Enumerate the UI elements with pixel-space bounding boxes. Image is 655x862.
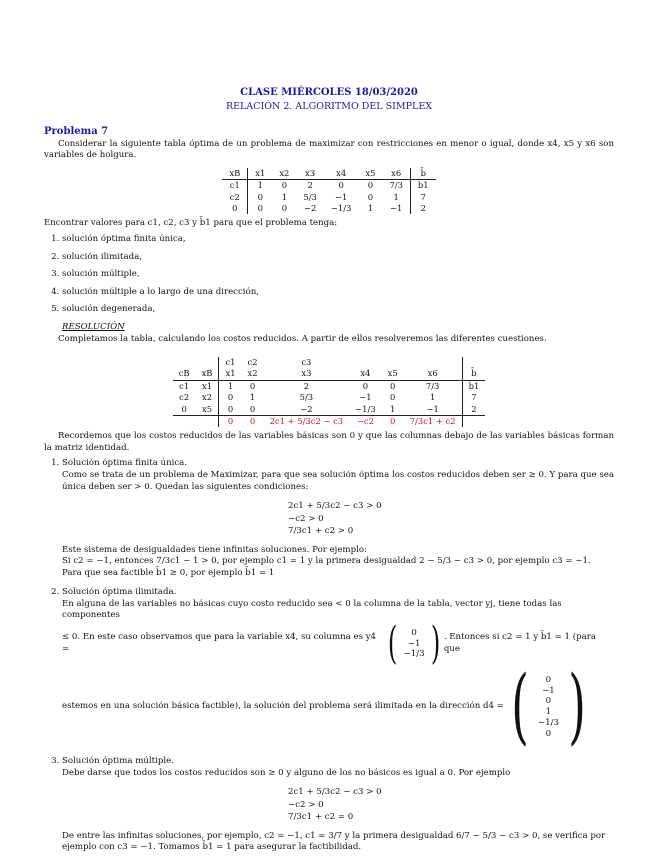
table-cell: 0 [257,191,263,202]
table-cell: 7/3 [404,380,462,392]
section-multiple [62,756,614,854]
table-cell: 1 [404,392,462,403]
problem-question: Encontrar valores para c1, c2, c3 y b̄1 para que el problema tenga: [44,218,338,229]
table-cell: 1 [249,392,256,403]
section-text: Debe darse que todos los costos reducidos son ≥ 0 y alguno de los no básicos es igual a 0. Por ejemplo [62,767,511,778]
section-text: En alguna de las variables no básicas cuyo costo reducido sea < 0 la columna de la tabla, vector yj, tiene todas las componentes [62,598,562,621]
table-cell: x2 [196,392,219,403]
section-text: . Entonces si c2 = 1 y b̄1 = 1 (para que [443,632,596,655]
section-title: 3. Solución óptima múltiple. [62,756,174,767]
table-cell: 1 [382,404,404,416]
reduced-cost-cell: 2c1 + 5/3c2 − c3 [269,415,344,426]
table-cell: 5/3 [303,191,317,202]
table-header-cell: x6 [404,368,462,380]
reduced-cost-cell: 7/3c1 + c2 [404,415,462,427]
table-header-cell: x6 [382,168,410,180]
vector-y4: ( 0 −1 −1/3 ) [388,618,440,670]
table-cell: 5/3 [299,392,314,403]
section-title: 1. Solución óptima finita única. [62,458,188,469]
table-cell: 0 [257,203,263,214]
table-cell: 0 [367,191,374,202]
vector-entry: 0 [545,696,552,707]
table-cell: −1 [404,404,462,416]
vector-entry: 0 [545,674,552,685]
table-header-cell: cB [173,368,196,380]
vector-entry: −1 [542,685,555,696]
table-cell: 7 [420,191,426,202]
table-cell: 0 [249,380,256,391]
table-cell [349,357,382,368]
table-cell: 7 [471,392,477,403]
table-cell: −1 [359,392,372,403]
vector-entry: −1 [407,638,421,649]
section-text: Si c2 = −1, entonces 7/3c1 − 1 > 0, por ejemplo c1 = 1 y la primera desigualdad 2 − 5/3 − c3 > 0, por ejemplo c3 = −1. [62,556,591,567]
table-cell [196,357,219,368]
document-page [44,0,614,862]
table-cell: 1 [257,180,263,191]
list-item: 5. solución degenerada, [62,304,614,316]
table-cell: 0 [222,203,247,214]
table-header-cell: b̄ [462,368,485,380]
equation: −c2 > 0 [288,799,324,810]
table-cell: 0 [281,203,288,214]
resolution-label: RESOLUCIÓN [62,321,125,332]
problem-heading: Problema 7 [44,126,109,138]
table-row [222,180,435,192]
table-cell: x1 [196,380,219,392]
table-cell: 2 [462,404,485,416]
reduced-cost-cell: 0 [249,415,256,426]
vector-line [62,659,614,755]
cost-row [173,357,486,368]
section-unique [62,458,614,579]
table-cell: b̄1 [417,180,429,191]
page-subtitle: RELACIÓN 2. ALGORITMO DEL SIMPLEX [225,100,433,112]
section-text: Como se trata de un problema de Maximizar, para que sea solución óptima los costos reducidos deben ser ≥ 0. Y para que sea única deben ser > 0. Quedan las siguientes condiciones: [62,469,614,492]
table-cell: 0 [362,380,369,391]
section-text: De entre las infinitas soluciones, por ejemplo, c2 = −1, c1 = 3/7 y la primera desigualdad 6/7 − 5/3 − c3 > 0, se verifica por [62,830,606,841]
table-cell: 0 [281,180,288,191]
table-cell [382,357,404,368]
vector-entry: 0 [411,627,417,638]
resolution-note: Recordemos que los costos reducidos de las variables básicas son 0 y que las columnas debajo de las variables básicas forman la matriz identidad. [44,431,614,453]
equation: 2c1 + 5/3c2 − c3 > 0 [288,787,382,798]
table-cell: −1 [382,203,410,214]
table-cell [462,357,485,368]
inequality-system [288,786,614,823]
table-row [222,192,435,203]
table-cell: 7/3 [382,180,410,192]
completed-table [173,357,486,427]
section-text: Este sistema de desigualdades tiene infinitas soluciones. Por ejemplo: [62,544,367,555]
table-header-cell: x3 [296,168,323,180]
table-cell: 0 [338,180,344,191]
table-header-cell: x3 [264,368,350,380]
inequality-system [288,500,614,537]
table-row [173,380,486,392]
table-cell: c1 [222,180,247,192]
table-cell: 2 [307,180,313,191]
table-cell: 2 [420,203,426,214]
table-header-cell: xB [196,368,219,380]
section-unbounded [62,587,614,755]
table-row [222,203,435,214]
table-cell: −2 [303,203,317,214]
table-header-cell: x2 [272,168,296,180]
table-header-cell: xB [222,168,247,180]
table-row [173,404,486,416]
section-text: ejemplo con c3 = −1. Tomamos b̄1 = 1 para asegurar la factibilidad. [62,842,362,853]
page-title: CLASE MIÉRCOLES 18/03/2020 [240,87,418,98]
table-cell: c1 [225,357,236,368]
vector-d4: ( 0 −1 0 1 −1/3 0 ) [511,659,586,755]
table-header-cell: x2 [242,368,264,380]
list-item: 3. solución múltiple, [62,269,614,281]
table-cell: 1 [382,192,410,203]
table-cell: c2 [222,192,247,203]
table-cell: c3 [301,357,312,368]
reduced-cost-cell: 0 [227,415,234,426]
section-list [44,458,614,853]
table-cell: 0 [227,392,234,403]
table-header-cell: b̄ [410,168,435,180]
section-text: ≤ 0. En este caso observamos que para la variable x4, su columna es y4 = [62,632,377,655]
table-cell: −1 [334,191,348,202]
vector-entry: 1 [545,707,552,718]
table-row [173,392,486,403]
vector-entry: 0 [545,728,552,739]
list-item: 1. solución óptima finita única, [62,234,614,246]
table-cell: 0 [367,180,374,191]
table-cell: 1 [227,380,234,391]
table-cell: 1 [367,203,374,214]
vector-line [62,618,614,670]
reduced-cost-row [173,415,486,427]
table-cell: b̄1 [468,380,480,391]
table-cell: c2 [247,357,258,368]
equation: 2c1 + 5/3c2 − c3 > 0 [288,501,382,512]
vector-entry: −1/3 [537,717,559,728]
table-cell [404,357,462,368]
section-text: Para que sea factible b̄1 ≥ 0, por ejemplo b̄1 = 1 [62,567,275,578]
table-cell: 0 [390,380,396,391]
problem-intro: Considerar la siguiente tabla óptima de un problema de maximizar con restricciones en menor o igual, donde x4, x5 y x6 son variables de holgura. [44,138,614,161]
table-cell: x5 [196,404,219,416]
table-header-cell: x4 [349,368,382,380]
equation: 7/3c1 + c2 > 0 [288,526,354,537]
table-cell: 1 [281,191,288,202]
table-cell: 2 [303,380,310,391]
list-item: 2. solución ilimitada, [62,252,614,264]
section-text: estemos en una solución básica factible), la solución del problema será ilimitada en la dirección d4 = [62,701,504,712]
table-cell: 0 [390,392,396,403]
table-header-cell: x5 [382,368,404,380]
list-item: 4. solución múltiple a lo largo de una dirección, [62,287,614,299]
table-cell [173,357,196,368]
table-header-cell: x4 [324,168,359,180]
section-title: 2. Solución óptima ilimitada. [62,587,177,598]
table-cell: 0 [219,404,242,416]
table-header-cell: x1 [248,168,273,180]
table-cell: 0 [242,404,264,416]
resolution-intro: Completamos la tabla, calculando los costos reducidos. A partir de ellos resolveremos las diferentes cuestiones. [58,333,547,344]
reduced-cost-cell: 0 [390,415,396,426]
table-header-row [173,368,486,380]
table-cell: −1/3 [330,203,352,214]
table-header-cell: x5 [358,168,382,180]
table-cell: c2 [179,392,190,403]
table-header-row [222,168,435,180]
task-list [44,234,614,316]
optimal-table [222,168,435,214]
vector-entry: −1/3 [403,649,425,660]
table-cell: −2 [264,404,350,416]
table-cell: −1/3 [349,404,382,416]
equation: 7/3c1 + c2 = 0 [288,812,354,823]
equation: −c2 > 0 [288,513,324,524]
table-cell: 0 [173,404,196,416]
table-cell: c1 [179,380,190,391]
reduced-cost-cell: −c2 [356,415,374,426]
table-header-cell: x1 [219,368,242,380]
